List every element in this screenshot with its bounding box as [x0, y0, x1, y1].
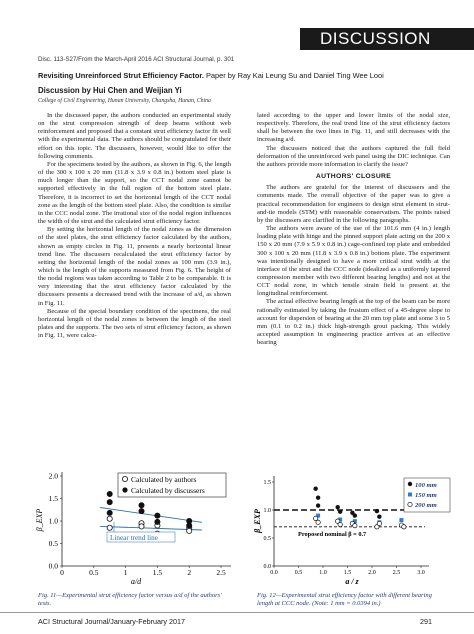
- footer-divider: [0, 612, 474, 613]
- legend-label-authors: Calculated by authors: [131, 475, 197, 484]
- x-tick-label: 2.5: [392, 570, 401, 576]
- paper-title-authors: Paper by Ray Kai Leung Su and Daniel Ting Wee Looi: [203, 71, 384, 80]
- point-100mm: [313, 487, 317, 491]
- discussion-reference: Disc. 113-S27/From the March-April 2016 ACI Structural Journal, p. 301: [38, 56, 235, 63]
- y-tick-label: 2.0: [48, 471, 58, 481]
- x-axis-label: a/d: [130, 577, 142, 586]
- x-tick-label: 1.5: [152, 568, 163, 577]
- y-tick-label: 1.5: [48, 494, 58, 503]
- point-discussers: [107, 510, 112, 515]
- point-100mm: [338, 509, 342, 513]
- point-200mm: [402, 525, 406, 529]
- point-authors: [107, 525, 112, 530]
- y-axis-label: β_EXP: [253, 509, 262, 533]
- point-discussers: [187, 523, 192, 528]
- point-discussers: [139, 503, 144, 508]
- point-200mm: [377, 521, 381, 525]
- closure-heading: AUTHORS' CLOSURE: [315, 173, 392, 181]
- trend-label: Linear trend line: [110, 534, 158, 542]
- figure-12-caption: Fig. 12—Experimental strut efficiency factor with different bearing length at CCC node. (Note: 1 mm = 0.0394 in.): [257, 592, 432, 607]
- footer-journal: ACI Structural Journal/January-February 2017: [38, 617, 186, 626]
- x-axis-label: a / z: [345, 577, 359, 586]
- legend-marker-discussers: [122, 487, 127, 492]
- point-200mm: [338, 522, 342, 526]
- paragraph: The actual effective bearing length at the top of the beam can be more rationally estimated by taking the frustum effect of a 45-degree slope to account for dispersion of bearing at the 20 mm top plate and some 3 to 5 mm (0.1 to 0.2 in.) thick high-strength grout packing. This widely accepted assumption in engineering practice arrives at an effective bearing: [257, 298, 450, 347]
- point-discussers: [139, 509, 144, 514]
- paragraph: lated according to the upper and lower limits of the nodal size, respectively. Therefore, the real trend line of the strut efficiency factors shall be between the two lines in Fig. 11, and still decreases with the increasing a/d.: [257, 112, 450, 144]
- paper-title: [38, 71, 448, 80]
- y-tick-label: 0.5: [263, 536, 271, 542]
- point-discussers: [155, 513, 160, 518]
- paragraph: For the specimens tested by the authors, as shown in Fig. 6, the length of the 300 x 100 x 20 mm (11.8 x 3.9 x 0.8 in.) bottom steel plate is much longer than the support, so the CCT nodal zone cannot be supported effectively in the full region of the bottom steel plate. Therefore, it is incorrect to set the horizontal length of the CCT nodal zone as the length of the bottom steel plate. Also, the condition is similar in the CCC nodal zone. The irrational size of the nodal region influences the width of the strut and the calculated strut efficiency factor.: [38, 160, 231, 226]
- right-column: [257, 112, 450, 347]
- x-tick-label: 2.0: [368, 570, 376, 576]
- y-axis-label: β_EXP: [35, 508, 44, 532]
- point-100mm: [375, 509, 379, 513]
- x-tick-label: 0.5: [89, 568, 99, 577]
- figure-11-chart: [36, 466, 236, 588]
- y-tick-label: 1.0: [48, 516, 58, 526]
- paragraph: By setting the horizontal length of the nodal zones as the dimension of the steel plates, the strut efficiency factor calculated by the authors, shown as empty circles in Fig. 11, presents a nearly horizontal linear trend line. The discussers recalculated the strut efficiency factor by setting the horizontal length of the nodal zones as 100 mm (3.9 in.), which is the length of the supports measured from Fig. 6. The height of the nodal regions was taken according to Table 2 to be comparable. It is very interesting that the strut efficiency factor calculated by the discussers presents a decreased trend with the increase of a/d, as shown in Fig. 11.: [38, 226, 231, 307]
- point-discussers: [107, 500, 112, 505]
- affiliation: College of Civil Engineering, Hunan University, Changsha, Hunan, China: [38, 98, 211, 104]
- legend-marker-150mm: [408, 493, 412, 497]
- point-100mm: [316, 495, 320, 499]
- figure-12-chart: [254, 466, 452, 588]
- proposed-beta-label: Proposed nominal β = 0.7: [298, 531, 367, 538]
- discussion-authors: Discussion by Hui Chen and Weijian Yi: [38, 86, 182, 95]
- y-tick-label: 0.5: [48, 539, 58, 548]
- footer-page-number: 291: [420, 617, 432, 626]
- legend-label-discussers: Calculated by discussers: [131, 486, 205, 495]
- point-authors: [187, 528, 192, 533]
- y-tick-label: 1.5: [263, 480, 271, 486]
- legend-marker-100mm: [408, 482, 412, 486]
- legend-label-200mm: 200 mm: [415, 502, 437, 509]
- paragraph: Because of the special boundary condition of the specimens, the real horizontal length of the nodal zones is between the length of the steel plates and the supports. The two sets of strut efficiency factors, as shown in Fig. 11, were calcu-: [38, 307, 231, 340]
- y-tick-label: 0.0: [48, 561, 58, 571]
- point-discussers: [155, 519, 160, 524]
- legend-label-100mm: 100 mm: [415, 482, 437, 489]
- y-tick-label: 1.0: [263, 508, 271, 514]
- paragraph: In the discussed paper, the authors conducted an experimental study on the strut compression strength of deep beams without web reinforcement and proposed that a constant strut efficiency factor fit well with the experimental data. The authors should be congratulated for their effort on this topic. The discussers, however, would like to offer the following comments.: [38, 112, 231, 160]
- paragraph: The discussers noticed that the authors captured the full field deformation of the unreinforced web panel using the DIC technique. Can the authors provide more information to clarify the issue?: [257, 144, 450, 168]
- left-column: [38, 112, 231, 340]
- paragraph: The authors are grateful for the interest of discussers and the comments made. The overall objective of the paper was to give a practical recommendation for engineers to design strut element in strut-and-tie models (STM) with reasonable conservatism. The points raised by the discussers are clarified in the following paragraphs.: [257, 184, 450, 224]
- point-100mm: [316, 503, 320, 507]
- x-tick-label: 2.5: [216, 568, 226, 577]
- x-tick-label: 0.0: [270, 570, 278, 576]
- figure-12: [254, 466, 452, 588]
- point-discussers: [107, 491, 112, 496]
- x-tick-label: 3.0: [417, 570, 425, 576]
- x-tick-label: 1.5: [343, 570, 352, 576]
- point-100mm: [336, 505, 340, 509]
- x-tick-label: 2: [187, 568, 192, 577]
- point-100mm: [353, 513, 357, 517]
- legend-marker-200mm: [408, 502, 412, 506]
- point-authors: [107, 516, 112, 521]
- point-200mm: [353, 523, 357, 527]
- y-tick-label: 0.0: [263, 564, 271, 570]
- paragraph: The authors were aware of the use of the 101.6 mm (4 in.) length loading plate with hinge and the pinned support plate acting on the 200 x 150 x 20 mm (7.9 x 5.9 x 0.8 in.) cage-confined top plate and embedded 300 x 100 x 20 mm (11.8 x 3.9 x 0.8 in.) bottom plate. The experiment was intentionally designed to have a more critical strut width at the interface of the strut and the CCC node (idealized as a uniformly tapered compression member with two different bearing lengths) and not at the CCT nodal zone, in which tensile strain field is present at the longitudinal reinforcement.: [257, 225, 450, 298]
- point-100mm: [377, 515, 381, 519]
- legend-label-150mm: 150 mm: [415, 492, 437, 499]
- point-authors: [139, 524, 144, 529]
- figure-11-caption: Fig. 11—Experimental strut efficiency factor versus a/d of the authors' tests.: [38, 592, 222, 607]
- paper-title-bold: Revisiting Unreinforced Strut Efficiency Factor.: [38, 71, 204, 80]
- x-tick-label: 1: [123, 568, 128, 577]
- point-200mm: [316, 520, 320, 524]
- x-tick-label: 0.5: [294, 570, 303, 576]
- section-banner: DISCUSSION: [300, 28, 474, 50]
- point-150mm: [399, 518, 403, 522]
- legend-marker-authors: [122, 476, 127, 481]
- x-tick-label: 1.0: [319, 570, 327, 576]
- figure-11: [36, 466, 236, 588]
- x-tick-label: 0: [60, 568, 64, 577]
